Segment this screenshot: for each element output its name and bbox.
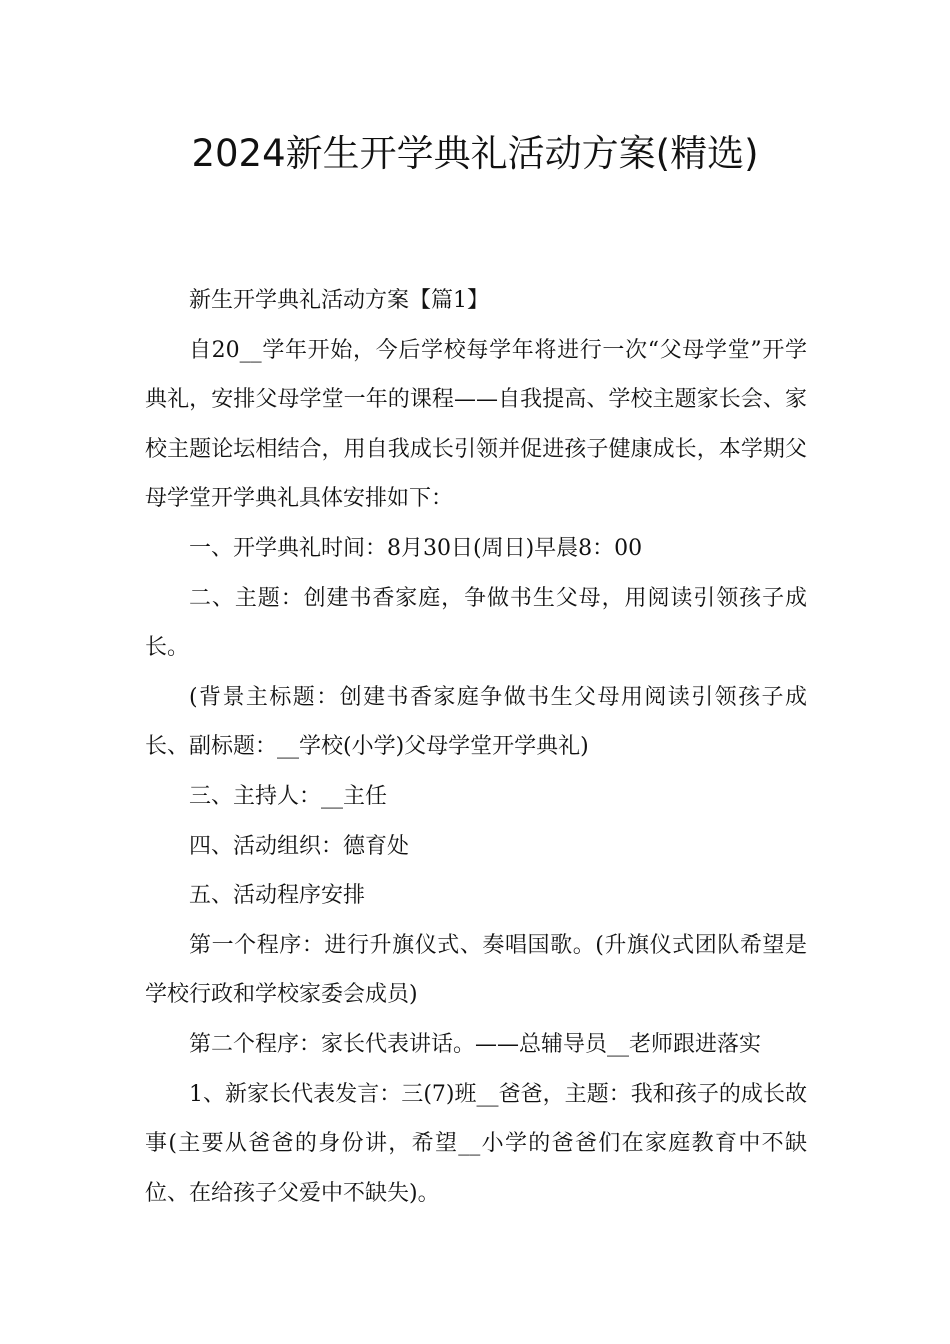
document-title: 2024新生开学典礼活动方案(精选) xyxy=(191,132,759,175)
paragraph-parent-speech: 1、新家长代表发言：三(7)班__爸爸，主题：我和孩子的成长故事(主要从爸爸的身份讲，希望__小学的爸爸们在家庭教育中不缺位、在给孩子父爱中不缺失)。 xyxy=(145,1081,807,1206)
document-body xyxy=(145,276,807,1218)
paragraph-section-heading: 新生开学典礼活动方案【篇1】 xyxy=(189,288,489,313)
paragraph-program-1: 第一个程序：进行升旗仪式、奏唱国歌。(升旗仪式团队希望是学校行政和学校家委会成员) xyxy=(145,932,807,1008)
paragraph-program-heading: 五、活动程序安排 xyxy=(189,883,366,909)
paragraph-intro: 自20__学年开始，今后学校每学年将进行一次“父母学堂”开学典礼，安排父母学堂一年的课程——自我提高、学校主题家长会、家校主题论坛相结合，用自我成长引领并促进孩子健康成长，本学期父母学堂开学典礼具体安排如下： xyxy=(145,337,807,512)
paragraph-organizer: 四、活动组织：德育处 xyxy=(189,833,410,859)
paragraph-host: 三、主持人：__主任 xyxy=(189,783,388,809)
paragraph-program-2: 第二个程序：家长代表讲话。——总辅导员__老师跟进落实 xyxy=(189,1031,762,1057)
paragraph-theme: 二、主题：创建书香家庭，争做书生父母，用阅读引领孩子成长。 xyxy=(145,585,807,661)
paragraph-background-title: (背景主标题：创建书香家庭争做书生父母用阅读引领孩子成长、副标题：__学校(小学)父母学堂开学典礼) xyxy=(145,684,807,760)
paragraph-time: 一、开学典礼时间：8月30日(周日)早晨8：00 xyxy=(189,535,643,561)
